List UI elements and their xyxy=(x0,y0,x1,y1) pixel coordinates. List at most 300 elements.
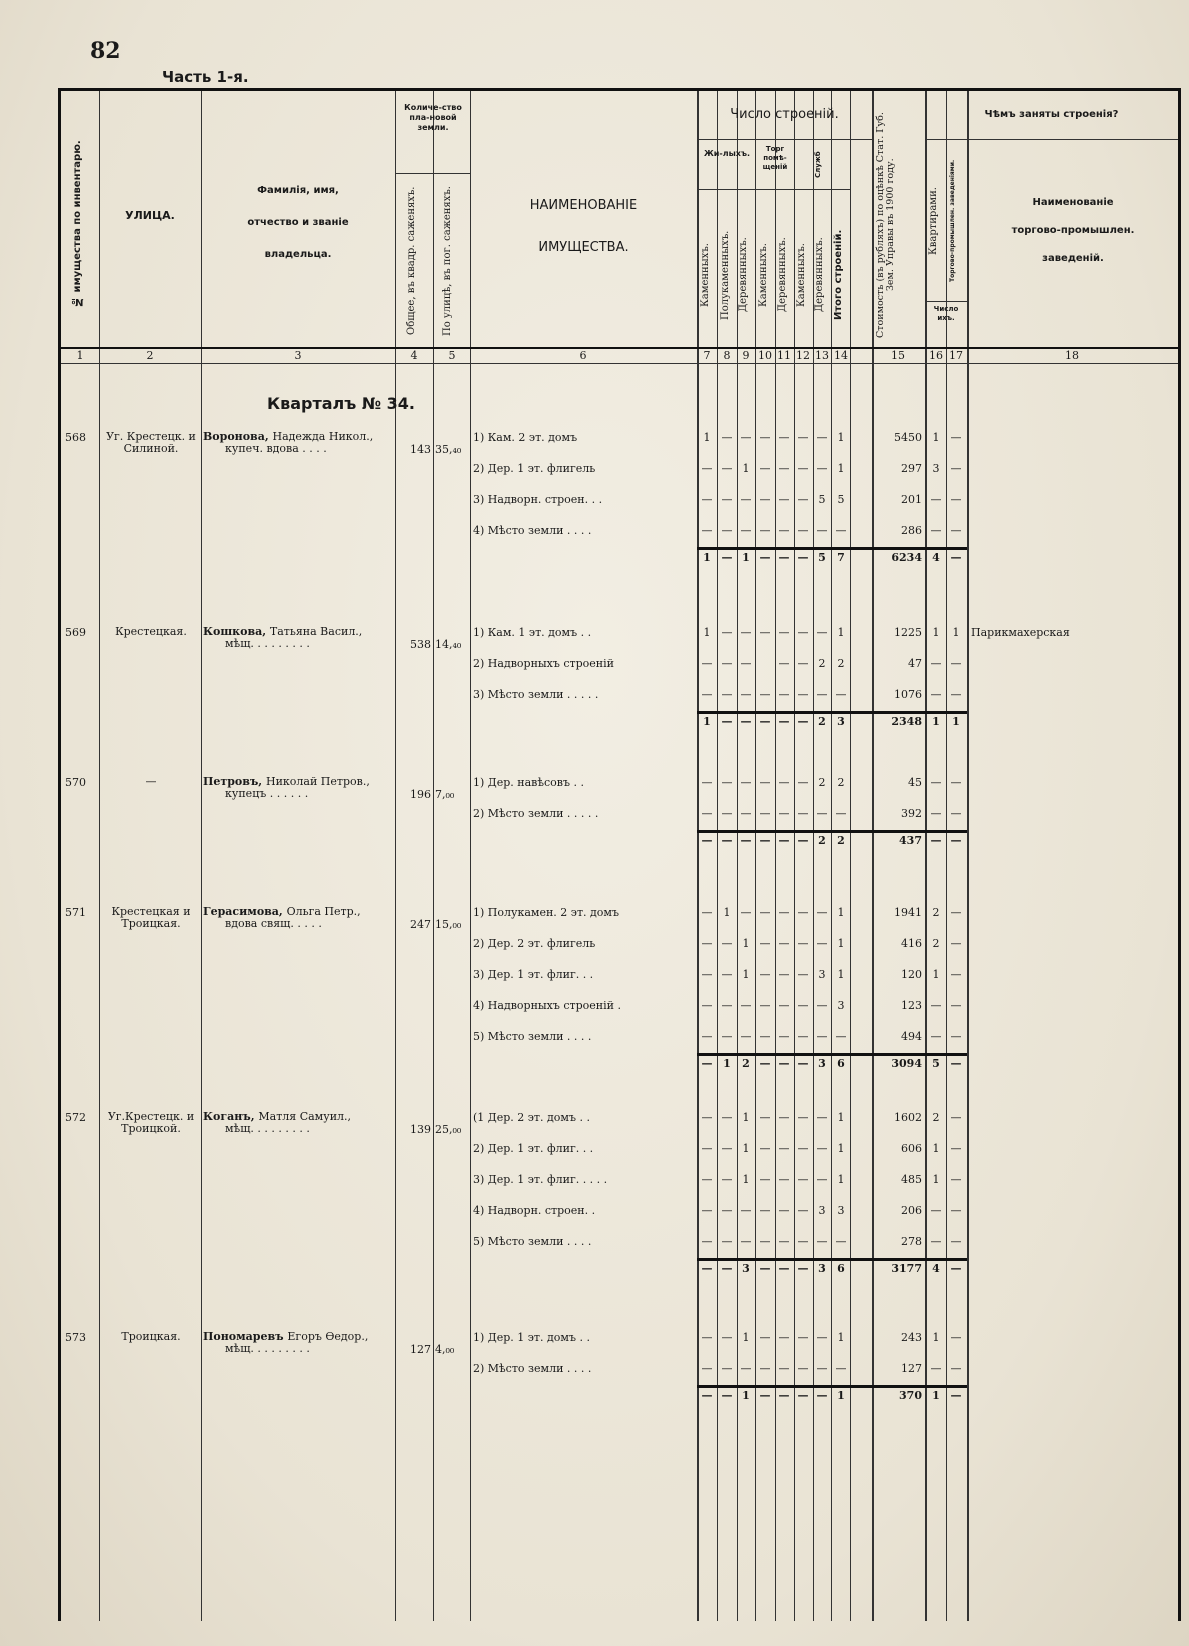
property-item: 2) Мѣсто земли . . . . . xyxy=(473,807,599,820)
building-count: — xyxy=(778,968,790,981)
total-building-count: — xyxy=(721,1389,733,1402)
building-count: — xyxy=(759,1362,771,1375)
building-count: — xyxy=(778,626,790,639)
building-count: — xyxy=(816,1030,828,1043)
building-count: — xyxy=(740,1204,752,1217)
total-building-count: — xyxy=(778,551,790,564)
building-count: — xyxy=(721,524,733,537)
building-count: — xyxy=(778,776,790,789)
establishments-count: — xyxy=(950,1142,962,1155)
total-building-count: 1 xyxy=(703,715,711,728)
building-count: — xyxy=(797,937,809,950)
building-count: — xyxy=(740,657,752,670)
column-number: 12 xyxy=(796,349,810,362)
column-number: 1 xyxy=(76,349,84,362)
building-count: — xyxy=(759,968,771,981)
building-count: — xyxy=(835,807,847,820)
owner-given-name: Татьяна Васил., xyxy=(269,625,363,638)
building-count: — xyxy=(721,1235,733,1248)
building-count: — xyxy=(778,1204,790,1217)
property-item: 3) Дер. 1 эт. флиг. . . . . xyxy=(473,1173,608,1186)
establishments-count: — xyxy=(950,999,962,1012)
total-building-count: 3 xyxy=(818,1057,826,1070)
establishments-count: 1 xyxy=(952,626,960,639)
area-frontage: 25,₀₀ xyxy=(435,1123,462,1136)
cost-value: 120 xyxy=(901,968,922,981)
building-count: 1 xyxy=(742,1142,750,1155)
property-item: 3) Надворн. строен. . . xyxy=(473,493,603,506)
building-count: — xyxy=(816,1331,828,1344)
building-count: 1 xyxy=(837,1142,845,1155)
building-count: — xyxy=(778,1111,790,1124)
building-count: — xyxy=(740,999,752,1012)
total-cost: 370 xyxy=(899,1389,922,1402)
total-rule xyxy=(697,830,967,833)
owner-name xyxy=(203,906,395,930)
establishments-count: — xyxy=(950,1030,962,1043)
cost-value: 206 xyxy=(901,1204,922,1217)
total-building-count: — xyxy=(721,834,733,847)
total-rule xyxy=(697,711,967,714)
total-building-count: — xyxy=(721,551,733,564)
cost-value: 494 xyxy=(901,1030,922,1043)
building-count: — xyxy=(778,657,790,670)
owner-surname: Пономаревъ xyxy=(203,1330,288,1343)
property-item: 4) Мѣсто земли . . . . xyxy=(473,524,592,537)
area-total: 143 xyxy=(410,443,431,456)
area-total: 196 xyxy=(410,788,431,801)
building-count: — xyxy=(759,626,771,639)
total-building-count: — xyxy=(797,834,809,847)
col15-header: Стоимость (въ рубляхъ) по оцѣнкѣ Стат. Губ. Зем. Управы въ 1900 году. xyxy=(875,112,896,338)
cost-value: 201 xyxy=(901,493,922,506)
building-count: — xyxy=(797,1142,809,1155)
property-item: 1) Полукамен. 2 эт. домъ xyxy=(473,906,619,919)
total-rule xyxy=(697,1385,967,1388)
col11-header: Деревянныхъ. xyxy=(777,237,788,313)
total-building-count: — xyxy=(797,1057,809,1070)
total-cost: 437 xyxy=(899,834,922,847)
building-count: — xyxy=(740,1235,752,1248)
building-count: — xyxy=(778,807,790,820)
building-count: — xyxy=(759,431,771,444)
building-count: — xyxy=(816,1235,828,1248)
cost-value: 278 xyxy=(901,1235,922,1248)
building-count: — xyxy=(701,776,713,789)
building-count: — xyxy=(797,626,809,639)
col16-header: Квартирами. xyxy=(928,187,939,255)
apartments-count: — xyxy=(930,776,942,789)
building-count: — xyxy=(778,1173,790,1186)
total-building-count: — xyxy=(797,551,809,564)
total-cost: 6234 xyxy=(891,551,922,564)
building-count: — xyxy=(701,1235,713,1248)
column-number: 8 xyxy=(723,349,731,362)
building-count: — xyxy=(797,431,809,444)
building-count: 1 xyxy=(742,462,750,475)
total-building-count: — xyxy=(759,551,771,564)
cost-value: 127 xyxy=(901,1362,922,1375)
column-number: 2 xyxy=(146,349,154,362)
cost-value: 1941 xyxy=(894,906,922,919)
total-establishments: — xyxy=(950,1389,962,1402)
building-count: — xyxy=(835,1030,847,1043)
cost-value: 47 xyxy=(908,657,922,670)
total-building-count: 5 xyxy=(818,551,826,564)
col18-header: Наименованіе торгово-промышлен. заведеній. xyxy=(1011,197,1135,264)
building-count: — xyxy=(721,1331,733,1344)
establishments-count: — xyxy=(950,1204,962,1217)
building-count: 2 xyxy=(837,776,845,789)
total-building-count: 2 xyxy=(818,834,826,847)
building-count: — xyxy=(816,1111,828,1124)
owner-rank: мѣщ. . . . . . . . . xyxy=(225,1342,310,1355)
building-count: 1 xyxy=(742,1173,750,1186)
apartments-count: — xyxy=(930,688,942,701)
building-count: — xyxy=(797,1235,809,1248)
owner-name xyxy=(203,776,395,800)
col14-header: Итого строеній. xyxy=(833,229,844,321)
building-count: — xyxy=(740,688,752,701)
total-apartments: 4 xyxy=(932,551,940,564)
column-number: 10 xyxy=(758,349,772,362)
building-count: — xyxy=(778,431,790,444)
building-count: — xyxy=(701,493,713,506)
total-building-count: 1 xyxy=(742,551,750,564)
building-count: — xyxy=(797,688,809,701)
building-count: — xyxy=(816,626,828,639)
total-establishments: — xyxy=(950,834,962,847)
owner-name xyxy=(203,1111,395,1135)
owner-rank: купецъ . . . . . . xyxy=(225,787,309,800)
total-building-count: 3 xyxy=(818,1262,826,1275)
building-count: — xyxy=(721,626,733,639)
trade-header: Торг помѣ-щеній xyxy=(762,145,788,171)
building-count: 1 xyxy=(837,462,845,475)
total-building-count: — xyxy=(778,1389,790,1402)
building-count: 3 xyxy=(818,1204,826,1217)
inventory-number: 573 xyxy=(65,1331,86,1344)
street-name: Крестецкая и Троицкая. xyxy=(111,905,191,930)
building-count: — xyxy=(816,1362,828,1375)
building-count: — xyxy=(759,1111,771,1124)
apartments-count: — xyxy=(930,999,942,1012)
building-count: — xyxy=(721,1362,733,1375)
apartments-count: 1 xyxy=(932,1173,940,1186)
property-item: 1) Кам. 2 эт. домъ xyxy=(473,431,578,444)
col1-header: № имущества по инвентарю. xyxy=(72,140,83,307)
building-count: — xyxy=(721,968,733,981)
building-count: — xyxy=(797,968,809,981)
building-count: — xyxy=(701,657,713,670)
col7-header: Каменныхъ. xyxy=(700,243,711,307)
total-building-count: — xyxy=(740,834,752,847)
total-establishments: — xyxy=(950,1262,962,1275)
property-item: 2) Дер. 1 эт. флигель xyxy=(473,462,596,475)
building-count: — xyxy=(816,807,828,820)
total-rule xyxy=(697,1258,967,1261)
building-count: — xyxy=(835,688,847,701)
building-count: — xyxy=(721,462,733,475)
buildings-header: Число строеній. xyxy=(730,107,839,122)
property-item: (1 Дер. 2 эт. домъ . . xyxy=(473,1111,590,1124)
column-number: 11 xyxy=(777,349,791,362)
quarter-heading: Кварталъ № 34. xyxy=(267,394,415,413)
building-count: — xyxy=(721,776,733,789)
property-item: 5) Мѣсто земли . . . . xyxy=(473,1235,592,1248)
apartments-count: — xyxy=(930,1362,942,1375)
total-building-count: — xyxy=(701,1389,713,1402)
street-name: Троицкая. xyxy=(121,1330,181,1343)
building-count: 1 xyxy=(837,1331,845,1344)
building-count: — xyxy=(797,1331,809,1344)
street-name: — xyxy=(145,775,157,788)
building-count: 1 xyxy=(837,1173,845,1186)
register-table xyxy=(58,88,1181,1621)
building-count: 1 xyxy=(703,626,711,639)
building-count: 1 xyxy=(723,906,731,919)
col4-header: Общее, въ квадр. саженяхъ. xyxy=(406,186,417,336)
building-count: — xyxy=(721,493,733,506)
building-count: 5 xyxy=(837,493,845,506)
building-count: — xyxy=(816,1142,828,1155)
apartments-count: 1 xyxy=(932,968,940,981)
establishments-count: — xyxy=(950,776,962,789)
building-count: 3 xyxy=(837,1204,845,1217)
total-rule xyxy=(697,547,967,550)
building-count: — xyxy=(778,524,790,537)
building-count: — xyxy=(759,493,771,506)
total-building-count: — xyxy=(797,715,809,728)
building-count: — xyxy=(721,1204,733,1217)
building-count: — xyxy=(797,1111,809,1124)
building-count: — xyxy=(701,524,713,537)
building-count: — xyxy=(759,937,771,950)
building-count: — xyxy=(797,1173,809,1186)
building-count: — xyxy=(740,906,752,919)
building-count: — xyxy=(816,462,828,475)
total-cost: 2348 xyxy=(891,715,922,728)
column-number: 16 xyxy=(929,349,943,362)
page-number: 82 xyxy=(90,38,121,64)
establishments-count: — xyxy=(950,493,962,506)
building-count: — xyxy=(759,776,771,789)
building-count: — xyxy=(701,1030,713,1043)
building-count: — xyxy=(701,462,713,475)
building-count: — xyxy=(701,1204,713,1217)
total-building-count: — xyxy=(778,715,790,728)
total-building-count: 1 xyxy=(723,1057,731,1070)
building-count: — xyxy=(835,1362,847,1375)
building-count: — xyxy=(759,1331,771,1344)
property-item: 1) Кам. 1 эт. домъ . . xyxy=(473,626,592,639)
building-count: — xyxy=(701,1331,713,1344)
apartments-count: 1 xyxy=(932,1142,940,1155)
property-item: 4) Надворныхъ строеній . xyxy=(473,999,621,1012)
col5-header: По улицѣ, въ пог. саженяхъ. xyxy=(442,186,453,336)
apartments-count: — xyxy=(930,1204,942,1217)
total-building-count: 6 xyxy=(837,1057,845,1070)
building-count: 1 xyxy=(837,1111,845,1124)
col10-header: Каменныхъ. xyxy=(758,243,769,307)
owner-surname: Коганъ, xyxy=(203,1110,259,1123)
inventory-number: 569 xyxy=(65,626,86,639)
building-count: — xyxy=(721,1111,733,1124)
building-count: — xyxy=(797,776,809,789)
cost-value: 1602 xyxy=(894,1111,922,1124)
cost-value: 297 xyxy=(901,462,922,475)
col13-header: Деревянныхъ. xyxy=(814,237,825,313)
street-name: Крестецкая. xyxy=(115,625,187,638)
building-count: — xyxy=(759,688,771,701)
building-count: — xyxy=(740,1362,752,1375)
total-cost: 3094 xyxy=(891,1057,922,1070)
cost-value: 243 xyxy=(901,1331,922,1344)
total-building-count: — xyxy=(797,1389,809,1402)
total-rule xyxy=(697,1053,967,1056)
total-building-count: — xyxy=(778,1262,790,1275)
column-number: 6 xyxy=(579,349,587,362)
column-number: 9 xyxy=(742,349,750,362)
building-count: — xyxy=(740,807,752,820)
building-count: — xyxy=(740,431,752,444)
column-number: 14 xyxy=(834,349,848,362)
building-count: — xyxy=(701,999,713,1012)
building-count: — xyxy=(797,524,809,537)
total-building-count: — xyxy=(701,1262,713,1275)
total-building-count: 7 xyxy=(837,551,845,564)
total-building-count: 2 xyxy=(742,1057,750,1070)
building-count: 3 xyxy=(837,999,845,1012)
establishments-count: — xyxy=(950,968,962,981)
building-count: — xyxy=(701,688,713,701)
owner-name xyxy=(203,431,395,455)
street-name: Уг.Крестецк. и Троицкой. xyxy=(107,1110,195,1135)
property-item: 1) Дер. 1 эт. домъ . . xyxy=(473,1331,590,1344)
area-frontage: 4,₀₀ xyxy=(435,1343,455,1356)
building-count: — xyxy=(759,524,771,537)
building-count: — xyxy=(797,657,809,670)
building-count: 1 xyxy=(742,1111,750,1124)
building-count: — xyxy=(778,688,790,701)
building-count: — xyxy=(759,1235,771,1248)
establishments-count: — xyxy=(950,1331,962,1344)
total-building-count: 3 xyxy=(837,715,845,728)
owner-surname: Воронова, xyxy=(203,430,273,443)
establishments-count: — xyxy=(950,688,962,701)
apartments-count: — xyxy=(930,657,942,670)
total-apartments: 4 xyxy=(932,1262,940,1275)
owner-given-name: Николай Петров., xyxy=(265,775,370,788)
building-count: — xyxy=(816,524,828,537)
building-count: — xyxy=(797,1204,809,1217)
building-count: — xyxy=(701,807,713,820)
owner-given-name: Егоръ Өедор., xyxy=(287,1330,369,1343)
owner-surname: Кошкова, xyxy=(203,625,270,638)
building-count: — xyxy=(721,688,733,701)
area-frontage: 35,₄₀ xyxy=(435,443,462,456)
service-header: Служб xyxy=(814,151,822,179)
owner-surname: Герасимова, xyxy=(203,905,287,918)
building-count: — xyxy=(778,999,790,1012)
building-count: — xyxy=(778,1030,790,1043)
col9-header: Деревянныхъ. xyxy=(738,237,749,313)
building-count: — xyxy=(816,906,828,919)
building-count: 5 xyxy=(818,493,826,506)
building-count: 1 xyxy=(837,968,845,981)
building-count: — xyxy=(778,1235,790,1248)
column-number: 13 xyxy=(815,349,829,362)
building-count: — xyxy=(740,1030,752,1043)
cost-value: 485 xyxy=(901,1173,922,1186)
building-count: — xyxy=(797,1030,809,1043)
col3-header: Фамилія, имя, отчество и званіе владельца. xyxy=(247,185,349,260)
apartments-count: — xyxy=(930,524,942,537)
property-item: 2) Дер. 1 эт. флиг. . . xyxy=(473,1142,594,1155)
cost-value: 1225 xyxy=(894,626,922,639)
street-name: Уг. Крестецк. и Силиной. xyxy=(106,430,196,455)
area-frontage: 15,₀₀ xyxy=(435,918,462,931)
building-count: — xyxy=(778,906,790,919)
building-count: 2 xyxy=(818,657,826,670)
count-header: Число ихъ. xyxy=(933,305,959,322)
building-count: — xyxy=(778,1362,790,1375)
cost-value: 392 xyxy=(901,807,922,820)
building-count: — xyxy=(816,431,828,444)
apartments-count: 3 xyxy=(932,462,940,475)
owner-surname: Петровъ, xyxy=(203,775,266,788)
building-count: — xyxy=(701,1142,713,1155)
building-count: — xyxy=(721,999,733,1012)
owner-given-name: Надежда Никол., xyxy=(272,430,374,443)
building-count: — xyxy=(740,776,752,789)
building-count: — xyxy=(778,462,790,475)
apartments-count: 1 xyxy=(932,1331,940,1344)
establishments-count: — xyxy=(950,1111,962,1124)
building-count: 1 xyxy=(742,937,750,950)
building-count: — xyxy=(797,807,809,820)
property-item: 3) Мѣсто земли . . . . . xyxy=(473,688,599,701)
total-building-count: 2 xyxy=(818,715,826,728)
building-count: 2 xyxy=(837,657,845,670)
cost-value: 286 xyxy=(901,524,922,537)
area-total: 538 xyxy=(410,638,431,651)
total-building-count: 1 xyxy=(742,1389,750,1402)
establishments-count: — xyxy=(950,937,962,950)
area-total: 247 xyxy=(410,918,431,931)
property-item: 2) Мѣсто земли . . . . xyxy=(473,1362,592,1375)
property-item: 3) Дер. 1 эт. флиг. . . xyxy=(473,968,594,981)
building-count: — xyxy=(778,1142,790,1155)
owner-rank: мѣщ. . . . . . . . . xyxy=(225,637,310,650)
total-apartments: 1 xyxy=(932,715,940,728)
area-frontage: 7,₀₀ xyxy=(435,788,455,801)
part-label: Часть 1-я. xyxy=(162,68,249,86)
col45-header: Количе-ство пла-новой земли. xyxy=(404,103,462,132)
building-count: — xyxy=(721,937,733,950)
establishments-count: — xyxy=(950,807,962,820)
building-count: — xyxy=(759,807,771,820)
cost-value: 5450 xyxy=(894,431,922,444)
inventory-number: 572 xyxy=(65,1111,86,1124)
establishments-count: — xyxy=(950,431,962,444)
total-apartments: 5 xyxy=(932,1057,940,1070)
owner-name xyxy=(203,1331,395,1355)
building-count: 1 xyxy=(837,431,845,444)
building-count: — xyxy=(759,1204,771,1217)
owner-rank: вдова свящ. . . . . xyxy=(225,917,322,930)
building-count: — xyxy=(701,1173,713,1186)
